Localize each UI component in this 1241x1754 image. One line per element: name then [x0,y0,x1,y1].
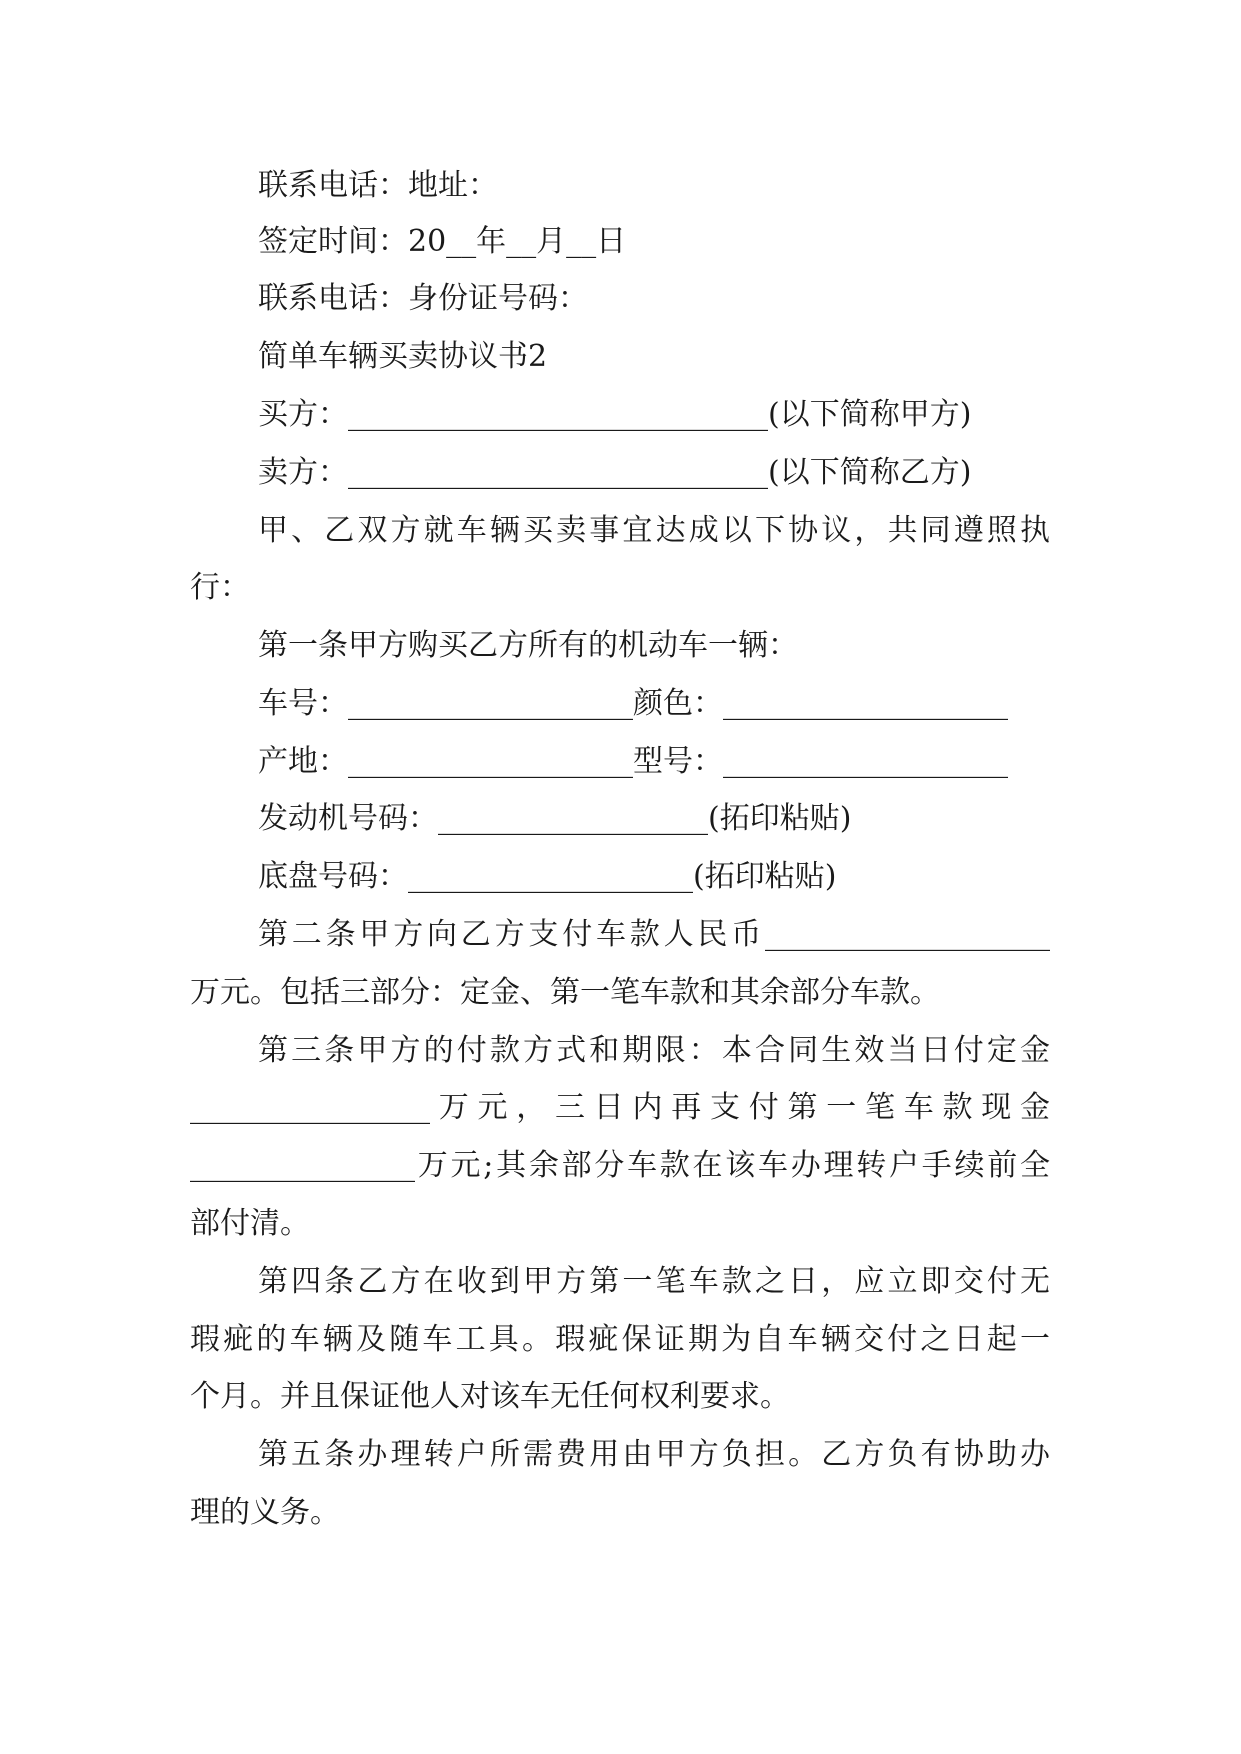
signing-date-line: 签定时间：20__年__月__日 [258,224,627,259]
article-2-line-2: 万元。包括三部分：定金、第一笔车款和其余部分车款。 [190,975,940,1010]
seller-line: 卖方：____________________________(以下简称乙方) [258,455,972,490]
buyer-line: 买方：____________________________(以下简称甲方) [258,397,972,432]
article-4-line-1: 第四条乙方在收到甲方第一笔车款之日，应立即交付无 [258,1264,1050,1299]
contact-phone-address-line: 联系电话：地址： [258,168,498,203]
article-1-heading: 第一条甲方购买乙方所有的机动车一辆： [258,628,798,663]
article-2-line-1: 第二条甲方向乙方支付车款人民币___________________ [258,917,1050,952]
chassis-number-line: 底盘号码：___________________(拓印粘贴) [258,859,837,894]
article-4-line-3: 个月。并且保证他人对该车无任何权利要求。 [190,1379,790,1414]
engine-number-line: 发动机号码：__________________(拓印粘贴) [258,801,852,836]
agreement-title: 简单车辆买卖协议书2 [258,339,548,374]
article-5-line-1: 第五条办理转户所需费用由甲方负担。乙方负有协助办 [258,1437,1050,1472]
article-3-line-4: 部付清。 [190,1206,310,1241]
intro-paragraph-line-1: 甲、乙双方就车辆买卖事宜达成以下协议，共同遵照执 [258,513,1050,548]
article-4-line-2: 瑕疵的车辆及随车工具。瑕疵保证期为自车辆交付之日起一 [190,1322,1050,1357]
article-3-line-2: ________________万元，三日内再支付第一笔车款现金 [190,1090,1050,1125]
article-3-line-3: _______________万元;其余部分车款在该车办理转户手续前全 [190,1148,1050,1183]
contact-phone-id-line: 联系电话：身份证号码： [258,281,588,316]
intro-paragraph-line-2: 行： [190,570,250,605]
article-5-line-2: 理的义务。 [190,1495,340,1530]
article-3-line-1: 第三条甲方的付款方式和期限：本合同生效当日付定金 [258,1033,1050,1068]
plate-color-line: 车号：___________________颜色：___________________ [258,686,1008,721]
origin-model-line: 产地：___________________型号：___________________ [258,744,1008,779]
